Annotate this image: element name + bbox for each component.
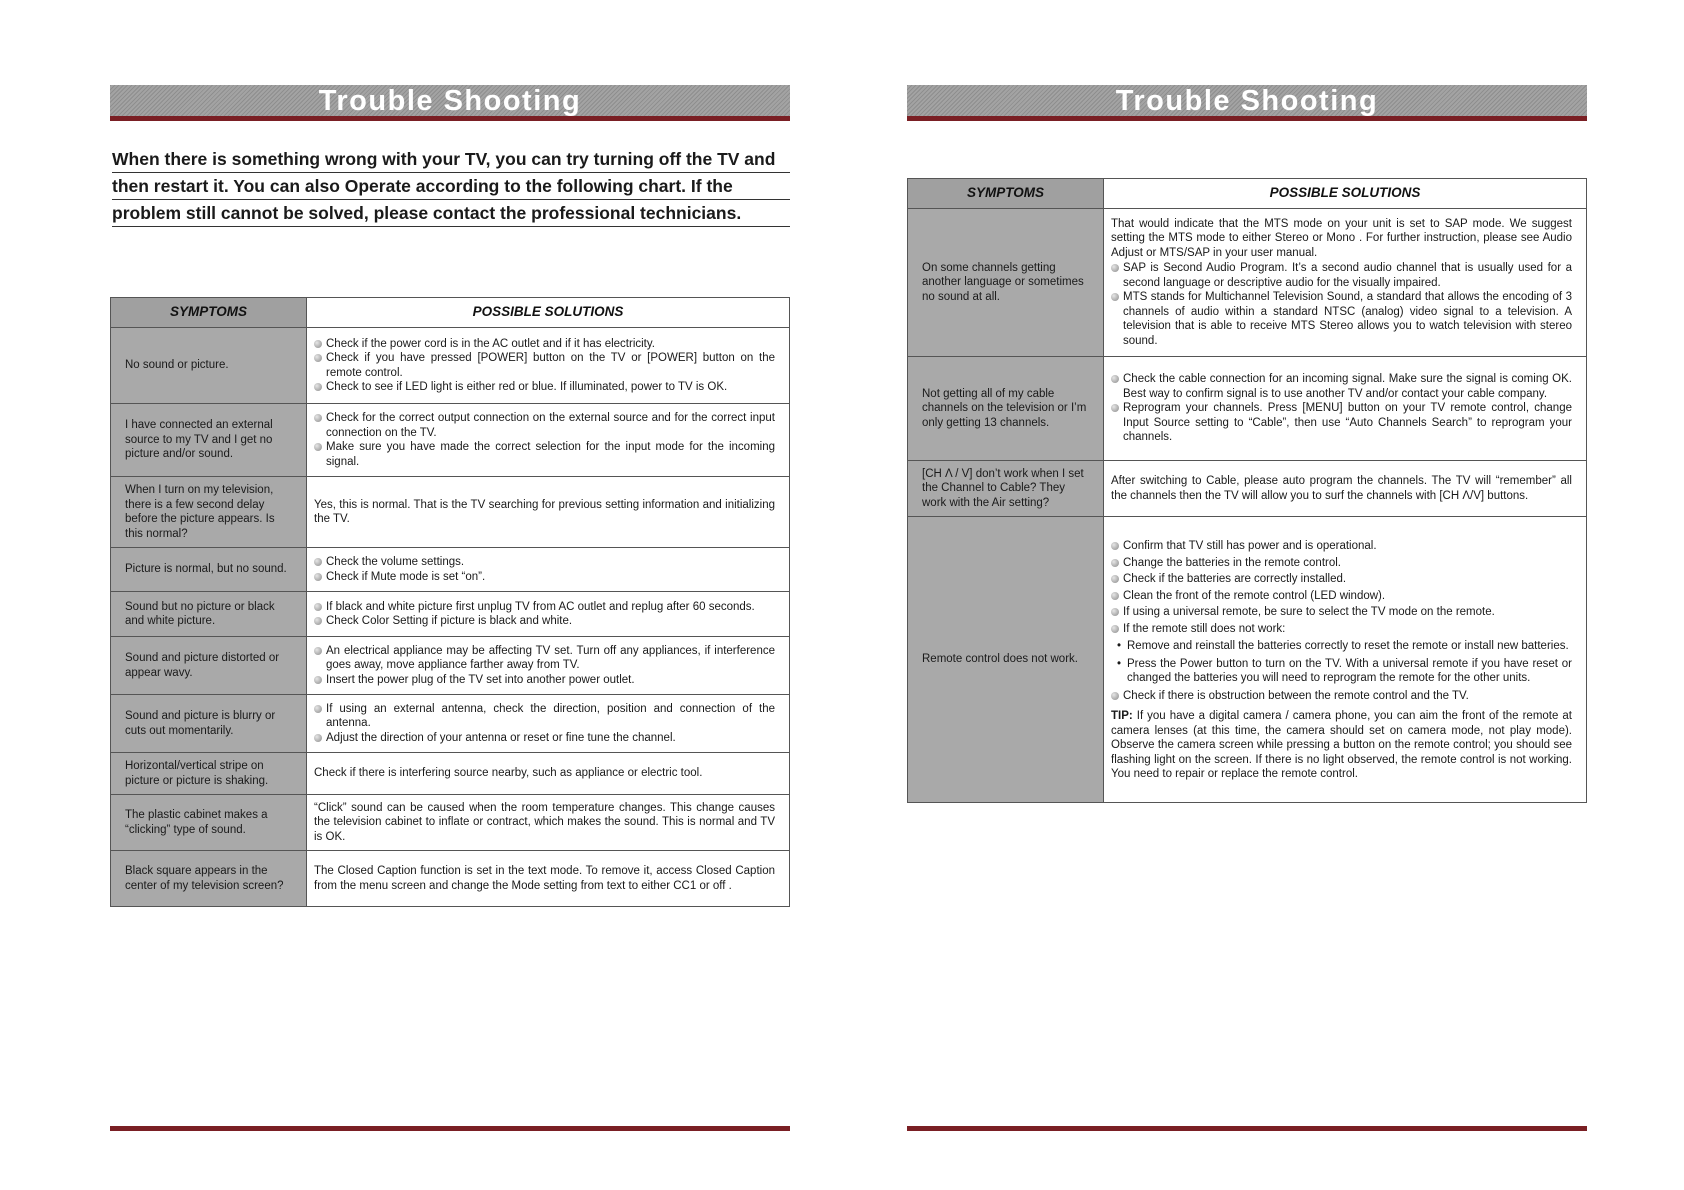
solution-sub-bullet: • Press the Power button to turn on the TV. With a universal remote if you have reset or changed the batteries you will need to reprogram the remote for the other units. bbox=[1117, 657, 1572, 686]
intro-line: problem still cannot be solved, please contact the professional technicians. bbox=[112, 200, 790, 227]
solution-bullet: Check if Mute mode is set “on”. bbox=[314, 570, 775, 585]
solution-bullet: Confirm that TV still has power and is operational. bbox=[1111, 539, 1572, 554]
solution-bullet: An electrical appliance may be affecting TV set. Turn off any appliances, if interference goes away, move appliance farther away from TV. bbox=[314, 644, 775, 673]
right-page bbox=[907, 0, 1587, 1190]
solution-cell: Yes, this is normal. That is the TV searching for previous setting information and initializing the TV. bbox=[307, 477, 790, 548]
symptoms-header: SYMPTOMS bbox=[111, 298, 307, 328]
solution-bullet: If black and white picture first unplug TV from AC outlet and replug after 60 seconds. bbox=[314, 600, 775, 615]
solution-cell: Check if there is interfering source nearby, such as appliance or electric tool. bbox=[307, 753, 790, 795]
page-title: Trouble Shooting bbox=[1115, 85, 1379, 117]
solution-cell bbox=[307, 637, 790, 695]
intro-paragraph bbox=[112, 146, 790, 227]
table-row bbox=[908, 357, 1587, 461]
table-row bbox=[111, 404, 790, 477]
symptom-cell: Sound but no picture or black and white picture. bbox=[111, 592, 307, 637]
symptom-cell: When I turn on my television, there is a few second delay before the picture appears. Is this normal? bbox=[111, 477, 307, 548]
table-row bbox=[111, 637, 790, 695]
symptom-cell: Sound and picture distorted or appear wavy. bbox=[111, 637, 307, 695]
tip-paragraph bbox=[1111, 709, 1572, 782]
solution-cell bbox=[307, 592, 790, 637]
solution-bullet: Make sure you have made the correct selection for the input mode for the incoming signal. bbox=[314, 440, 775, 469]
solution-bullet: MTS stands for Multichannel Television Sound, a standard that allows the encoding of 3 channels of audio within a standard NTSC (analog) video signal to a television. A television that is able to receive MTS Stereo allows you to watch television with stereo sound. bbox=[1111, 290, 1572, 348]
solution-cell bbox=[307, 695, 790, 753]
solution-cell bbox=[1104, 357, 1587, 461]
solution-bullet: SAP is Second Audio Program. It’s a second audio channel that is usually used for a second language or descriptive audio for the visually impaired. bbox=[1111, 261, 1572, 290]
solution-bullet: Check the volume settings. bbox=[314, 555, 775, 570]
solution-bullet: Check if there is obstruction between the remote control and the TV. bbox=[1111, 689, 1572, 704]
symptom-cell: On some channels getting another language or sometimes no sound at all. bbox=[908, 209, 1104, 357]
page-banner bbox=[907, 85, 1587, 121]
intro-line: then restart it. You can also Operate according to the following chart. If the bbox=[112, 173, 790, 200]
table-row bbox=[111, 795, 790, 851]
table-row bbox=[111, 851, 790, 907]
solution-cell: “Click” sound can be caused when the room temperature changes. This change causes the television cabinet to inflate or contract, which makes the sound. This is normal and TV is OK. bbox=[307, 795, 790, 851]
solution-cell bbox=[1104, 209, 1587, 357]
solution-cell bbox=[307, 404, 790, 477]
table-row bbox=[111, 592, 790, 637]
solution-cell: The Closed Caption function is set in the text mode. To remove it, access Closed Caption from the menu screen and change the Mode setting from text to either CC1 or off . bbox=[307, 851, 790, 907]
solutions-header: POSSIBLE SOLUTIONS bbox=[1104, 179, 1587, 209]
symptom-cell: No sound or picture. bbox=[111, 328, 307, 404]
table-row bbox=[908, 209, 1587, 357]
table-header-row bbox=[908, 179, 1587, 209]
page-title: Trouble Shooting bbox=[318, 85, 582, 117]
symptom-cell: The plastic cabinet makes a “clicking” type of sound. bbox=[111, 795, 307, 851]
footer-rule bbox=[907, 1126, 1587, 1131]
solution-bullet: Adjust the direction of your antenna or reset or fine tune the channel. bbox=[314, 731, 775, 746]
symptom-cell: Picture is normal, but no sound. bbox=[111, 548, 307, 592]
solution-bullet: Change the batteries in the remote control. bbox=[1111, 556, 1572, 571]
solution-cell bbox=[307, 548, 790, 592]
solution-bullet: If the remote still does not work: bbox=[1111, 622, 1572, 637]
solution-text: That would indicate that the MTS mode on your unit is set to SAP mode. We suggest setting the MTS mode to either Stereo or Mono . For further instruction, please see Audio Adjust or MTS/SAP in your user manual. bbox=[1111, 217, 1572, 259]
solution-bullet: Insert the power plug of the TV set into another power outlet. bbox=[314, 673, 775, 688]
symptom-cell: Not getting all of my cable channels on the television or I’m only getting 13 channels. bbox=[908, 357, 1104, 461]
symptoms-header: SYMPTOMS bbox=[908, 179, 1104, 209]
solutions-header: POSSIBLE SOLUTIONS bbox=[307, 298, 790, 328]
symptom-cell: Black square appears in the center of my television screen? bbox=[111, 851, 307, 907]
solution-bullet: Check for the correct output connection on the external source and for the correct input connection on the TV. bbox=[314, 411, 775, 440]
solution-bullet: Check if you have pressed [POWER] button on the TV or [POWER] button on the remote control. bbox=[314, 351, 775, 380]
solution-bullet: Check to see if LED light is either red or blue. If illuminated, power to TV is OK. bbox=[314, 380, 775, 395]
table-row bbox=[111, 753, 790, 795]
footer-rule bbox=[110, 1126, 790, 1131]
solution-cell bbox=[307, 328, 790, 404]
intro-line: When there is something wrong with your TV, you can try turning off the TV and bbox=[112, 146, 790, 173]
solution-bullet: Check the cable connection for an incoming signal. Make sure the signal is coming OK. Best way to confirm signal is to use another TV and/or contact your cable company. bbox=[1111, 372, 1572, 401]
symptom-cell: I have connected an external source to my TV and I get no picture and/or sound. bbox=[111, 404, 307, 477]
troubleshooting-table bbox=[907, 178, 1587, 803]
solution-bullet: Check Color Setting if picture is black and white. bbox=[314, 614, 775, 629]
table-row bbox=[908, 517, 1587, 803]
page-banner bbox=[110, 85, 790, 121]
solution-cell: After switching to Cable, please auto program the channels. The TV will “remember” all the channels then the TV will allow you to surf the channels with [CH Λ/V] buttons. bbox=[1104, 461, 1587, 517]
solution-bullet: If using a universal remote, be sure to select the TV mode on the remote. bbox=[1111, 605, 1572, 620]
left-page bbox=[110, 0, 790, 1190]
solution-bullet: Check if the batteries are correctly installed. bbox=[1111, 572, 1572, 587]
solution-bullet: If using an external antenna, check the direction, position and connection of the antenna. bbox=[314, 702, 775, 731]
symptom-cell: Remote control does not work. bbox=[908, 517, 1104, 803]
solution-bullet: Check if the power cord is in the AC outlet and if it has electricity. bbox=[314, 337, 775, 352]
symptom-cell: Horizontal/vertical stripe on picture or picture is shaking. bbox=[111, 753, 307, 795]
table-row bbox=[111, 328, 790, 404]
solution-cell bbox=[1104, 517, 1587, 803]
table-row bbox=[111, 695, 790, 753]
table-header-row bbox=[111, 298, 790, 328]
table-row bbox=[908, 461, 1587, 517]
solution-bullet: Reprogram your channels. Press [MENU] button on your TV remote control, change Input Source setting to “Cable”, then use “Auto Channels Search” to reprogram your channels. bbox=[1111, 401, 1572, 445]
solution-sub-bullet: • Remove and reinstall the batteries correctly to reset the remote or install new batteries. bbox=[1117, 639, 1572, 654]
solution-bullet: Clean the front of the remote control (LED window). bbox=[1111, 589, 1572, 604]
table-row bbox=[111, 477, 790, 548]
symptom-cell: [CH Λ / V] don’t work when I set the Channel to Cable? They work with the Air setting? bbox=[908, 461, 1104, 517]
table-row bbox=[111, 548, 790, 592]
troubleshooting-table bbox=[110, 297, 790, 907]
symptom-cell: Sound and picture is blurry or cuts out momentarily. bbox=[111, 695, 307, 753]
tip-label: TIP: bbox=[1111, 710, 1133, 723]
tip-text: If you have a digital camera / camera phone, you can aim the front of the remote at camera lenses (at this time, the camera should set on camera mode, not play mode). Observe the camera screen while pressing a button on the remote control; you should see flashing light on the screen. If there is no light observed, the remote control is not working. You need to repair or replace the remote control. bbox=[1111, 710, 1572, 781]
